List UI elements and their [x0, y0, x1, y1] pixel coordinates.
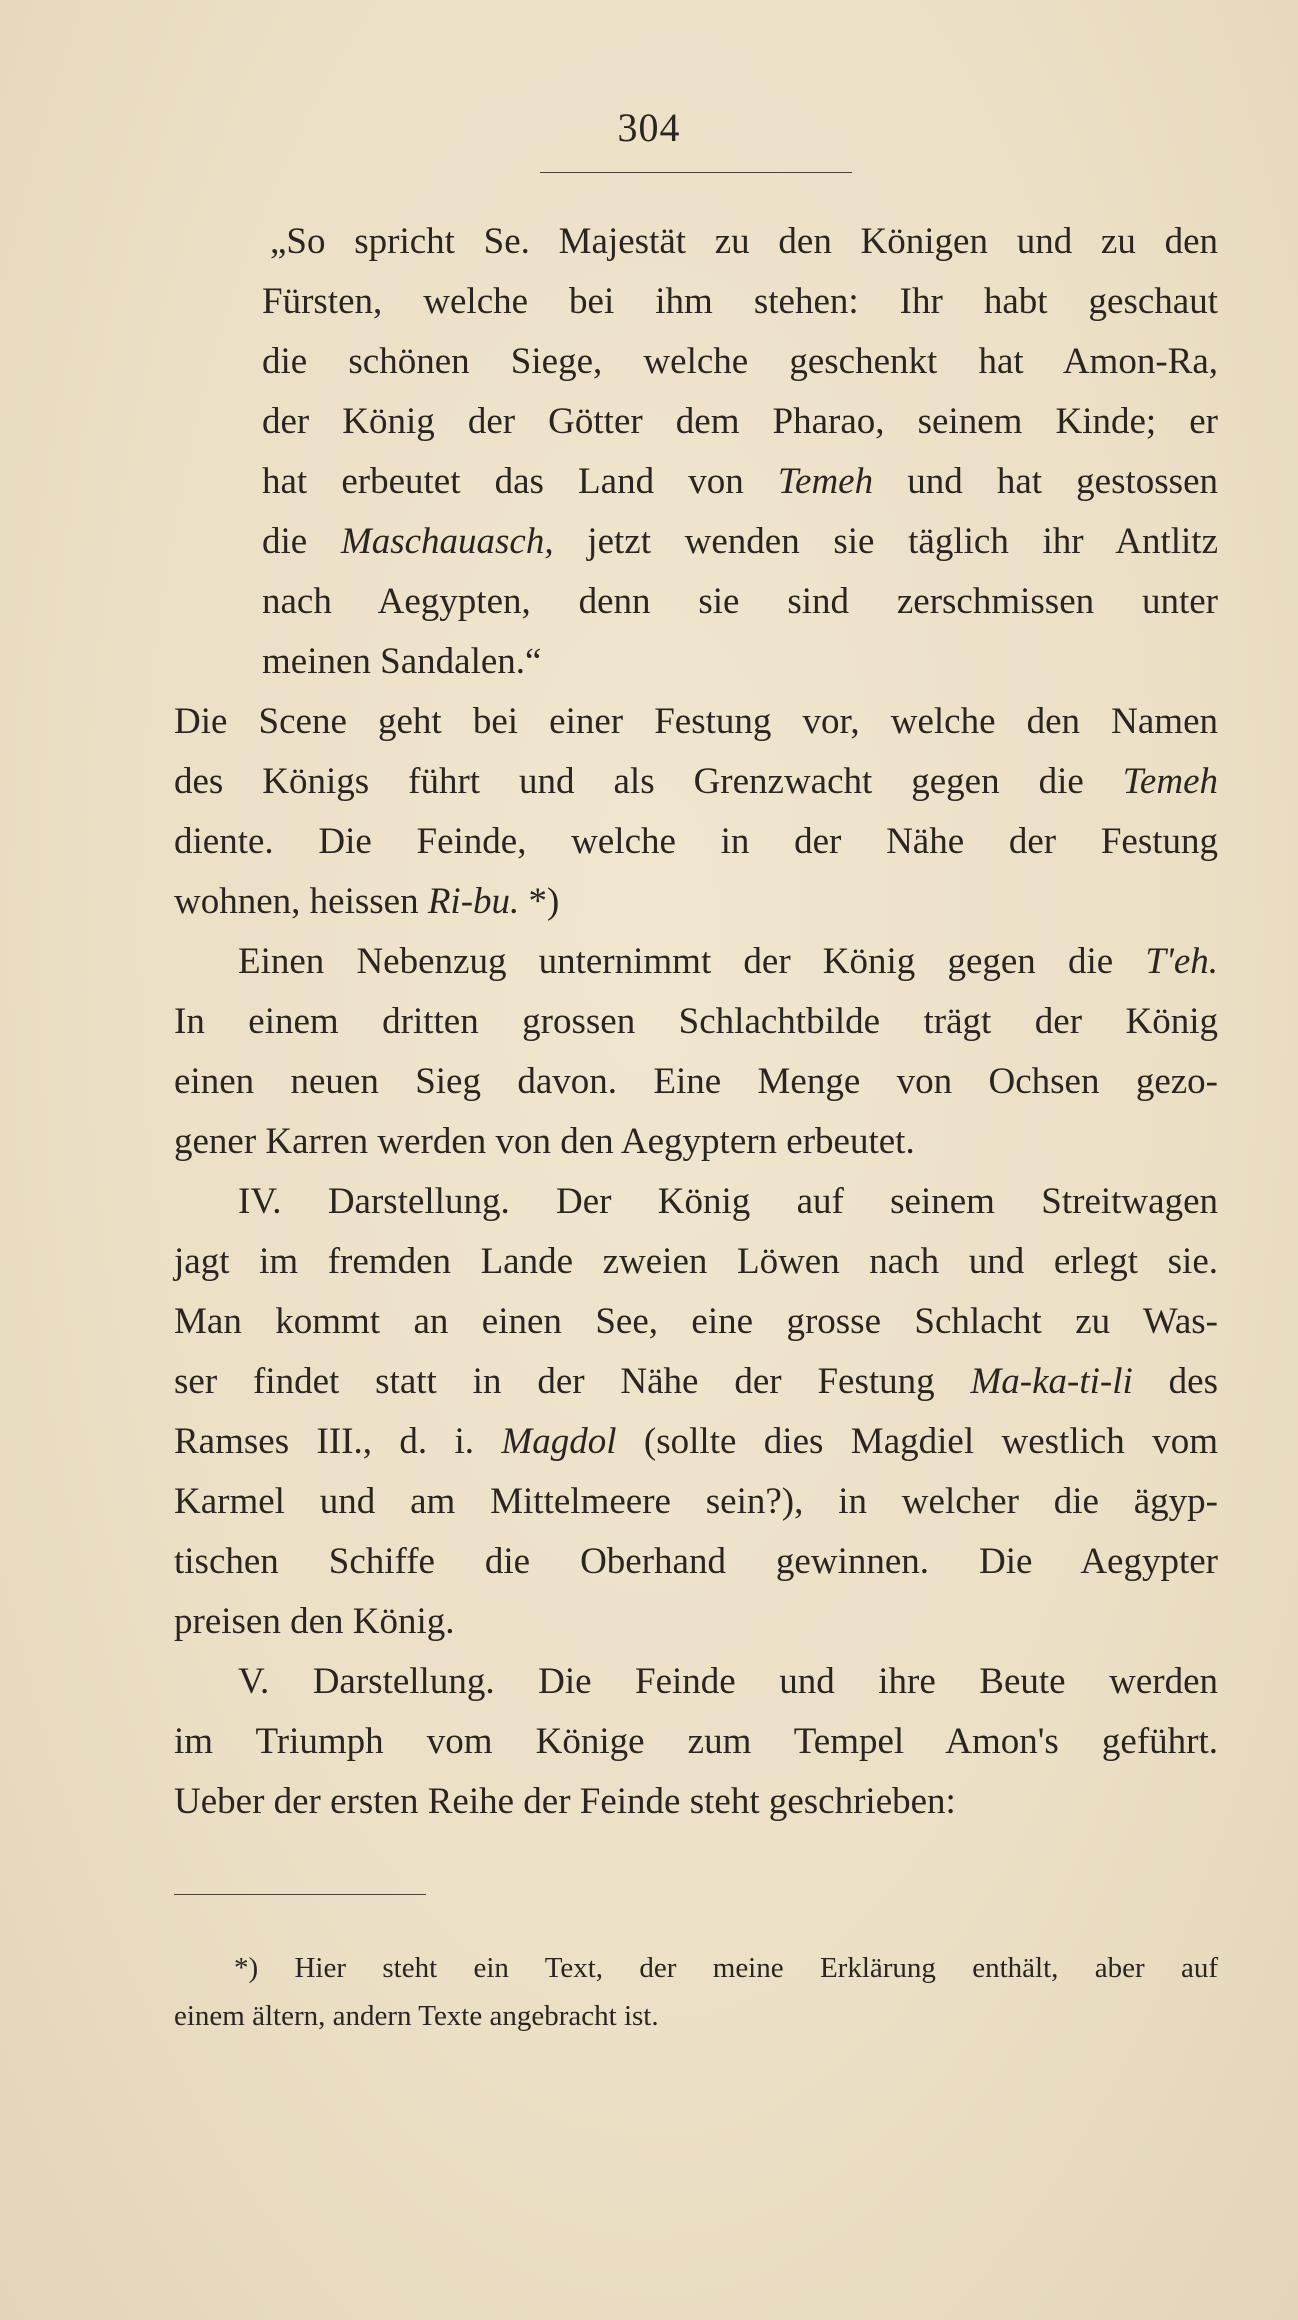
quotation — [174, 212, 1218, 692]
text-line: IV. Darstellung. Der König auf seinem Streitwagen — [238, 1181, 1218, 1222]
text-segment: des — [1132, 1361, 1218, 1402]
header-rule — [540, 172, 852, 173]
italic-term: Maschauasch, — [340, 521, 554, 562]
paragraph-festung — [174, 692, 1218, 932]
text-line: Fürsten, welche bei ihm stehen: Ihr habt geschaut — [262, 281, 1218, 322]
text-line: meinen Sandalen.“ — [262, 641, 542, 682]
text-segment: und hat gestossen — [873, 461, 1218, 502]
text-segment: ser findet statt in der Nähe der Festung — [174, 1361, 971, 1402]
text-segment: die — [262, 521, 341, 562]
italic-term: Temeh — [1122, 761, 1218, 802]
body-text — [174, 212, 1218, 1832]
text-segment: (sollte dies Magdiel westlich vom — [616, 1421, 1218, 1462]
text-line — [174, 872, 1218, 932]
text-segment: des Königs führt und als Grenzwacht gegen die — [174, 761, 1123, 802]
text-line: V. Darstellung. Die Feinde und ihre Beute werden — [238, 1661, 1218, 1702]
text-line: gener Karren werden von den Aegyptern erbeutet. — [174, 1121, 915, 1162]
text-line: einen neuen Sieg davon. Eine Menge von Ochsen gezo- — [174, 1061, 1218, 1102]
text-line — [174, 512, 1218, 572]
text-segment: Einen Nebenzug unternimmt der König gegen die — [238, 941, 1146, 982]
text-segment: hat erbeutet das Land von — [262, 461, 778, 502]
text-line: preisen den König. — [174, 1601, 455, 1642]
italic-term: Ma-ka-ti-li — [970, 1361, 1133, 1402]
italic-term: Magdol — [501, 1421, 617, 1462]
text-line: tischen Schiffe die Oberhand gewinnen. Die Aegypter — [174, 1541, 1218, 1582]
footnote-line: einem ältern, andern Texte angebracht ist. — [174, 2000, 659, 2032]
text-line: die schönen Siege, welche geschenkt hat Amon-Ra, — [262, 341, 1218, 382]
text-line: jagt im fremden Lande zweien Löwen nach und erlegt sie. — [174, 1241, 1218, 1282]
text-segment: wohnen, heissen — [174, 881, 428, 922]
text-line: Die Scene geht bei einer Festung vor, welche den Namen — [174, 701, 1218, 742]
text-line: Ueber der ersten Reihe der Feinde steht geschrieben: — [174, 1781, 956, 1822]
text-line — [174, 1352, 1218, 1412]
paragraph-darstellung-iv — [174, 1172, 1218, 1652]
text-segment: Ramses III., d. i. — [174, 1421, 502, 1462]
italic-term: Temeh — [777, 461, 874, 502]
footnote-line: *) Hier steht ein Text, der meine Erklärung enthält, aber auf — [234, 1952, 1218, 1984]
paragraph-nebenzug — [174, 932, 1218, 1172]
text-segment: jetzt wenden sie täglich ihr Antlitz — [553, 521, 1219, 562]
text-line: Karmel und am Mittelmeere sein?), in welcher die ägyp- — [174, 1481, 1218, 1522]
text-line — [174, 752, 1218, 812]
text-line: In einem dritten grossen Schlachtbilde trägt der König — [174, 1001, 1218, 1042]
italic-term: Ri-bu. — [427, 881, 520, 922]
text-line: im Triumph vom Könige zum Tempel Amon's geführt. — [174, 1721, 1218, 1762]
text-line: nach Aegypten, denn sie sind zerschmissen unter — [262, 581, 1218, 622]
footnote-marker: *) — [519, 881, 560, 922]
paragraph-darstellung-v — [174, 1652, 1218, 1832]
text-line: Man kommt an einen See, eine grosse Schlacht zu Was- — [174, 1301, 1218, 1342]
page-number: 304 — [617, 105, 681, 150]
text-line — [174, 932, 1218, 992]
text-line — [174, 452, 1218, 512]
text-line: der König der Götter dem Pharao, seinem Kinde; er — [262, 401, 1218, 442]
italic-term: T'eh. — [1145, 941, 1218, 982]
text-line — [174, 1412, 1218, 1472]
footnote-rule — [174, 1894, 426, 1895]
text-line: diente. Die Feinde, welche in der Nähe der Festung — [174, 821, 1218, 862]
text-line: „So spricht Se. Majestät zu den Königen und zu den — [270, 221, 1218, 262]
footnote — [174, 1944, 1218, 2040]
